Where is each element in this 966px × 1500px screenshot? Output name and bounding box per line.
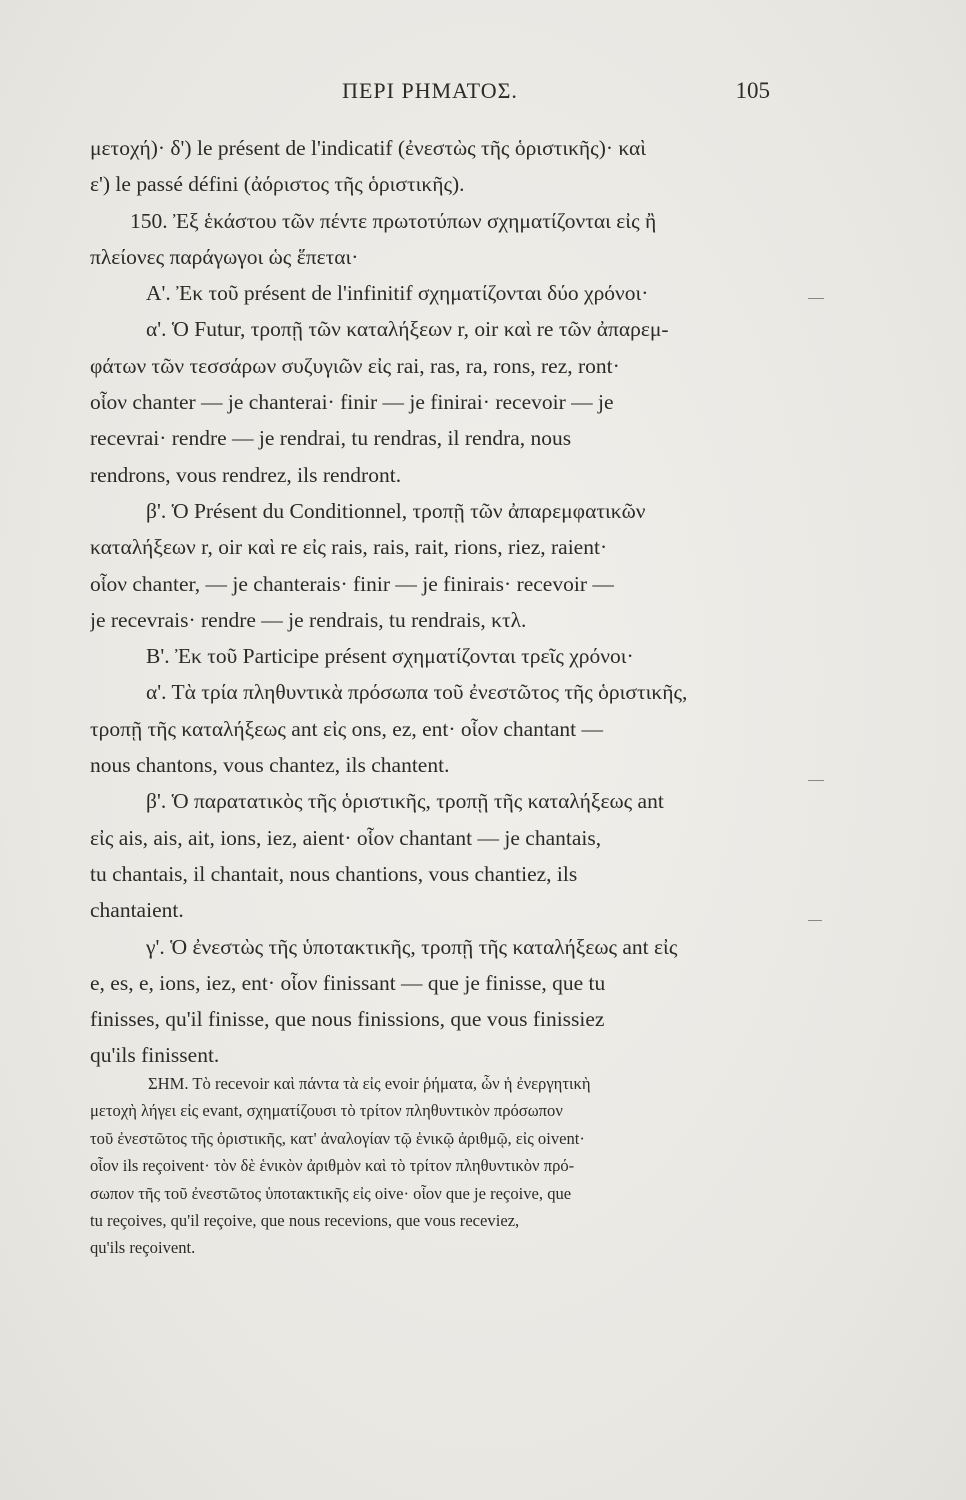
text-line: οἷον ils reçoivent· τὸν δὲ ἑνικὸν ἀριθμὸν καὶ τὸ τρίτον πληθυντικὸν πρό-	[90, 1156, 575, 1176]
text-line: γ'. Ὁ ἐνεστὼς τῆς ὑποτακτικῆς, τροπῇ τῆς καταλήξεως ant εἰς	[146, 934, 678, 959]
margin-mark	[808, 920, 822, 921]
text-line: β'. Ὁ παρατατικὸς τῆς ὁριστικῆς, τροπῇ τῆς καταλήξεως ant	[146, 789, 664, 814]
text-line: qu'ils reçoivent.	[90, 1238, 196, 1258]
margin-mark	[808, 780, 824, 781]
page-header	[90, 78, 770, 112]
main-text	[90, 130, 780, 1074]
text-line: qu'ils finissent.	[90, 1043, 220, 1068]
margin-mark	[808, 298, 824, 299]
text-line: οἷον chanter, — je chanterais· finir — je finirais· recevoir —	[90, 571, 614, 596]
text-line: α'. Τὰ τρία πληθυντικὰ πρόσωπα τοῦ ἐνεστῶτος τῆς ὁριστικῆς,	[146, 680, 688, 705]
text-line: finisses, qu'il finisse, que nous finissions, que vous finissiez	[90, 1007, 605, 1032]
text-line: β'. Ὁ Présent du Conditionnel, τροπῇ τῶν ἀπαρεμφατικῶν	[146, 498, 646, 523]
text-line: tu chantais, il chantait, nous chantions, vous chantiez, ils	[90, 861, 578, 886]
text-line: τοῦ ἐνεστῶτος τῆς ὁριστικῆς, κατ' ἀναλογίαν τῷ ἑνικῷ ἀριθμῷ, εἰς oivent·	[90, 1128, 585, 1148]
text-line: καταλήξεων r, oir καὶ re εἰς rais, rais, rait, rions, riez, raient·	[90, 535, 608, 560]
text-line: μετοχή)· δ') le présent de l'indicatif (ἐνεστὼς τῆς ὁριστικῆς)· καὶ	[90, 136, 647, 160]
text-line: je recevrais· rendre — je rendrais, tu rendrais, κτλ.	[90, 607, 527, 632]
text-line: 150. Ἐξ ἑκάστου τῶν πέντε πρωτοτύπων σχηματίζονται εἰς ἢ	[130, 208, 657, 233]
text-line: Α'. Ἐκ τοῦ présent de l'infinitif σχηματίζονται δύο χρόνοι·	[146, 281, 649, 306]
text-line: rendrons, vous rendrez, ils rendront.	[90, 462, 402, 487]
text-line: φάτων τῶν τεσσάρων συζυγιῶν εἰς rai, ras, ra, rons, rez, ront·	[90, 353, 620, 378]
text-line: recevrai· rendre — je rendrai, tu rendras, il rendra, nous	[90, 426, 572, 451]
text-line: πλείονες παράγωγοι ὡς ἕπεται·	[90, 244, 359, 269]
text-line: σωπον τῆς τοῦ ἐνεστῶτος ὑποτακτικῆς εἰς oive· οἷον que je reçoive, que	[90, 1183, 572, 1203]
text-line: εἰς ais, ais, ait, ions, iez, aient· οἷον chantant — je chantais,	[90, 825, 602, 850]
note-text	[90, 1070, 790, 1262]
text-line: tu reçoives, qu'il reçoive, que nous recevions, que vous receviez,	[90, 1210, 520, 1230]
running-title: ΠΕΡΙ ΡΗΜΑΤΟΣ.	[342, 78, 518, 103]
text-line: τροπῇ τῆς καταλήξεως ant εἰς ons, ez, ent· οἷον chantant —	[90, 716, 603, 741]
text-line: α'. Ὁ Futur, τροπῇ τῶν καταλήξεων r, oir καὶ re τῶν ἀπαρεμ-	[146, 317, 669, 342]
text-line: ε') le passé défini (ἀόριστος τῆς ὁριστικῆς).	[90, 172, 465, 197]
text-line: nous chantons, vous chantez, ils chantent.	[90, 753, 450, 778]
text-line: μετοχὴ λήγει εἰς evant, σχηματίζουσι τὸ τρίτον πληθυντικὸν πρόσωπον	[90, 1101, 563, 1121]
text-line: Β'. Ἐκ τοῦ Participe présent σχηματίζονται τρεῖς χρόνοι·	[146, 644, 634, 669]
page-number: 105	[735, 78, 770, 103]
text-line: e, es, e, ions, iez, ent· οἷον finissant — que je finisse, que tu	[90, 970, 606, 995]
text-line: οἷον chanter — je chanterai· finir — je finirai· recevoir — je	[90, 390, 614, 415]
text-line: chantaient.	[90, 898, 184, 923]
text-line: ΣΗΜ. Τὸ recevoir καὶ πάντα τὰ εἰς evoir ῥήματα, ὧν ἡ ἐνεργητικὴ	[148, 1074, 591, 1093]
